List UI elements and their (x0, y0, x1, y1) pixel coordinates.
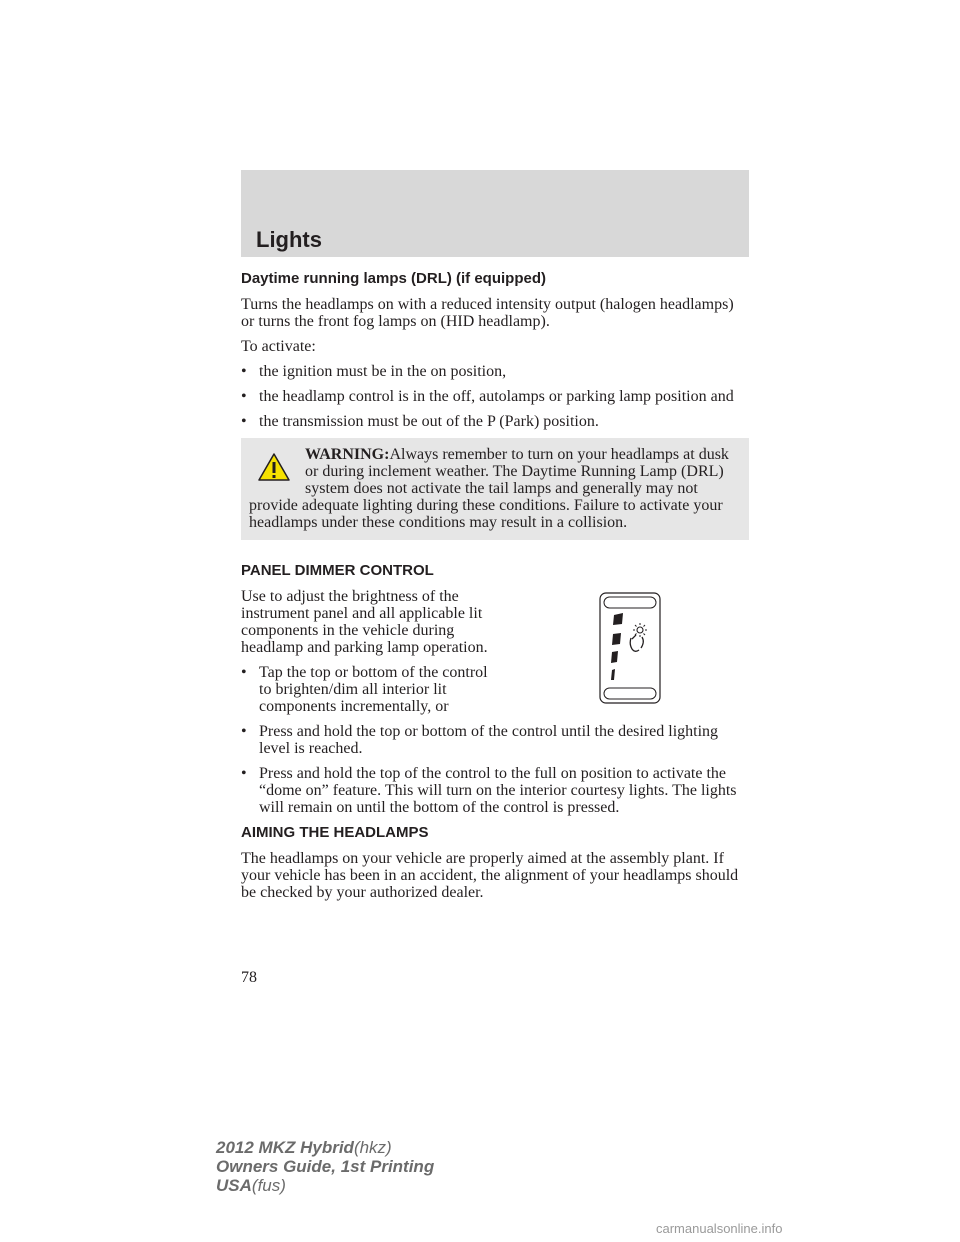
list-item: • the transmission must be out of the P (Park) position. (241, 413, 599, 430)
drl-bullet-list (241, 363, 749, 430)
drl-bullet-text: the ignition must be in the on position, (259, 363, 507, 380)
panel-dimmer-bullet-text: Tap the top or bottom of the control to brighten/dim all interior lit components incrementally, or (259, 664, 488, 715)
drl-bullet-text: the transmission must be out of the P (Park) position. (259, 413, 599, 430)
page-number: 78 (241, 969, 257, 986)
watermark: carmanualsonline.info (656, 1221, 783, 1236)
drl-activate-label: To activate: (241, 338, 316, 355)
list-item: • the headlamp control is in the off, autolamps or parking lamp position and (241, 388, 734, 405)
warning-box (241, 438, 749, 540)
aiming-text: The headlamps on your vehicle are properly aimed at the assembly plant. If your vehicle has been in an accident, the alignment of your headlamps should be checked by your authorized dealer. (241, 850, 739, 901)
page-content (241, 270, 749, 909)
aiming-heading: AIMING THE HEADLAMPS (241, 824, 429, 841)
footer-model: 2012 MKZ Hybrid (216, 1138, 354, 1157)
warning-triangle-icon (257, 452, 291, 482)
footer-guide: Owners Guide, 1st Printing (216, 1157, 435, 1176)
footer-market: USA (216, 1176, 252, 1195)
panel-dimmer-switch-icon (599, 592, 661, 704)
footer-market-code: (fus) (251, 1176, 286, 1195)
list-item: • the ignition must be in the on position, (241, 363, 507, 380)
drl-bullet-text: the headlamp control is in the off, autolamps or parking lamp position and (259, 388, 734, 405)
warning-text: Always remember to turn on your headlamps at dusk or during inclement weather. The Daytime Running Lamp (DRL) system does not activate the tail lamps and generally may not provide adequate lighting during these conditions. Failure to activate your headlamps under these conditions may result in a collision. (249, 446, 729, 531)
panel-dimmer-first-bullet (241, 664, 503, 715)
section-title: Lights (256, 227, 322, 252)
aiming-section (241, 824, 749, 901)
drl-heading: Daytime running lamps (DRL) (if equipped) (241, 270, 547, 287)
panel-dimmer-bullet-text: Press and hold the top of the control to the full on position to activate the “dome on” feature. This will turn on the interior courtesy lights. The lights will remain on until the bottom of the control is pressed. (259, 765, 737, 816)
panel-dimmer-heading: PANEL DIMMER CONTROL (241, 562, 434, 579)
list-item: • Press and hold the top of the control to the full on position to activate the “dome on” feature. This will turn on the interior courtesy lights. The lights will remain on until the bottom of the control is pressed. (241, 765, 737, 816)
drl-intro: Turns the headlamps on with a reduced intensity output (halogen headlamps) or turns the front fog lamps on (HID headlamp). (241, 296, 734, 330)
print-footer (216, 1138, 434, 1195)
panel-dimmer-bullet-text: Press and hold the top or bottom of the control until the desired lighting level is reached. (259, 723, 719, 757)
footer-model-code: (hkz) (353, 1138, 392, 1157)
panel-dimmer-bullet-list (241, 723, 749, 816)
footer-line-guide (216, 1157, 434, 1176)
drl-section (241, 270, 749, 540)
panel-dimmer-narrow-text (241, 588, 503, 715)
panel-dimmer-section (241, 562, 749, 816)
list-item: • Tap the top or bottom of the control to brighten/dim all interior lit components incrementally, or (241, 664, 488, 715)
panel-dimmer-intro: Use to adjust the brightness of the instrument panel and all applicable lit components in the vehicle during headlamp and parking lamp operation. (241, 588, 488, 656)
list-item: • Press and hold the top or bottom of the control until the desired lighting level is reached. (241, 723, 719, 757)
footer-line-market (216, 1176, 434, 1195)
warning-label: WARNING: (305, 446, 390, 463)
footer-line-model (216, 1138, 434, 1157)
